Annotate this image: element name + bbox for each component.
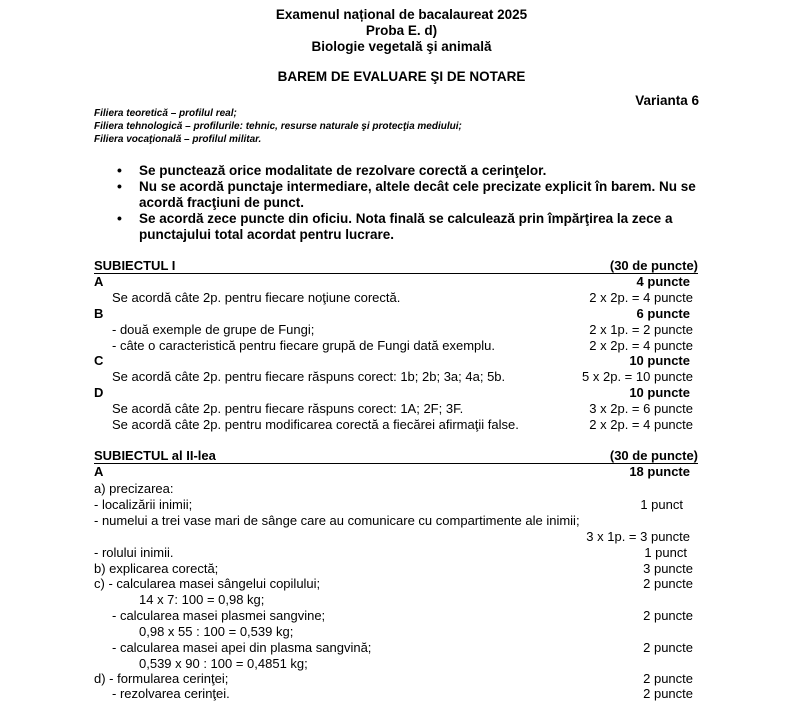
- section-1-title: SUBIECTUL I: [94, 258, 176, 273]
- varianta-label: Varianta 6: [635, 93, 699, 108]
- s2-a-criterion-3: - rolului inimii.: [94, 545, 174, 560]
- s2-c-criterion-2: - calcularea masei plasmei sangvine;: [112, 608, 326, 623]
- section-2-points: (30 de puncte): [609, 448, 698, 463]
- s2-a-score-1: 1 punct: [640, 497, 683, 512]
- s2-a-score-2: 3 x 1p. = 3 puncte: [586, 529, 690, 544]
- exam-subject: Biologie vegetală şi animală: [311, 39, 492, 54]
- s2-d-score-2: 2 puncte: [643, 686, 693, 701]
- item-d-total: 10 puncte: [629, 385, 690, 400]
- exam-proba: Proba E. d): [365, 23, 438, 38]
- exam-title: Examenul național de bacalaureat 2025: [275, 7, 528, 22]
- s2-a-criterion-2: - numelui a trei vase mari de sânge care au comunicare cu compartimente ale inimii;: [94, 513, 580, 528]
- filiera-tehnologica: Filiera tehnologică – profilurile: tehnic, resurse naturale şi protecţia mediului;: [94, 121, 462, 132]
- s2-c-score-1: 2 puncte: [643, 576, 693, 591]
- rule-bullet-2: Nu se acordă punctaje intermediare, altele decât cele precizate explicit în barem. Nu se acordă fracţiuni de punct.: [139, 179, 696, 210]
- rule-bullet-3: Se acordă zece puncte din oficiu. Nota finală se calculează prin împărţirea la zece a punctajului total acordat pentru lucrare.: [139, 211, 673, 242]
- s2-item-letter-a: A: [94, 464, 104, 479]
- filiera-teoretica: Filiera teoretică – profilul real;: [94, 108, 237, 119]
- s2-c-criterion-3: - calcularea masei apei din plasma sangvină;: [112, 640, 372, 655]
- section-2-divider: [94, 463, 698, 464]
- item-d-score-2: 2 x 2p. = 4 puncte: [589, 417, 693, 432]
- s2-c-calculation-2: 0,98 x 55 : 100 = 0,539 kg;: [139, 624, 294, 639]
- item-d-score-1: 3 x 2p. = 6 puncte: [589, 401, 693, 416]
- item-letter-c: C: [94, 353, 104, 368]
- bullet-icon: •: [117, 178, 122, 194]
- s2-a-intro: a) precizarea:: [94, 481, 174, 496]
- s2-c-score-3: 2 puncte: [643, 640, 693, 655]
- document-title: BAREM DE EVALUARE ŞI DE NOTARE: [277, 69, 526, 84]
- s2-d-score-1: 2 puncte: [643, 671, 693, 686]
- item-a-score: 2 x 2p. = 4 puncte: [589, 290, 693, 305]
- item-d-criterion-2: Se acordă câte 2p. pentru modificarea corectă a fiecărei afirmaţii false.: [112, 417, 519, 432]
- item-letter-d: D: [94, 385, 104, 400]
- rule-bullet-1: Se punctează orice modalitate de rezolvare corectă a cerinţelor.: [139, 163, 547, 178]
- item-b-score-2: 2 x 2p. = 4 puncte: [589, 338, 693, 353]
- item-b-score-1: 2 x 1p. = 2 puncte: [589, 322, 693, 337]
- item-b-total: 6 puncte: [636, 306, 690, 321]
- item-c-total: 10 puncte: [629, 353, 690, 368]
- filiera-vocationala: Filiera vocaţională – profilul militar.: [94, 134, 262, 145]
- item-letter-a: A: [94, 274, 104, 289]
- item-letter-b: B: [94, 306, 104, 321]
- item-b-criterion-2: - câte o caracteristică pentru fiecare grupă de Fungi dată exemplu.: [112, 338, 495, 353]
- item-c-score: 5 x 2p. = 10 puncte: [582, 369, 693, 384]
- item-a-criterion: Se acordă câte 2p. pentru fiecare noţiune corectă.: [112, 290, 401, 305]
- bullet-icon: •: [117, 162, 122, 178]
- s2-c-criterion-1: c) - calcularea masei sângelui copilului;: [94, 576, 321, 591]
- s2-item-a-total: 18 puncte: [629, 464, 690, 479]
- s2-c-calculation-1: 14 x 7: 100 = 0,98 kg;: [139, 592, 265, 607]
- item-a-total: 4 puncte: [636, 274, 690, 289]
- bullet-icon: •: [117, 210, 122, 226]
- s2-a-criterion-1: - localizării inimii;: [94, 497, 193, 512]
- item-c-criterion: Se acordă câte 2p. pentru fiecare răspuns corect: 1b; 2b; 3a; 4a; 5b.: [112, 369, 506, 384]
- section-1-divider: [94, 273, 698, 274]
- s2-c-score-2: 2 puncte: [643, 608, 693, 623]
- s2-d-criterion-2: - rezolvarea cerinţei.: [112, 686, 230, 701]
- item-b-criterion-1: - două exemple de grupe de Fungi;: [112, 322, 315, 337]
- s2-a-score-3: 1 punct: [644, 545, 687, 560]
- s2-c-calculation-3: 0,539 x 90 : 100 = 0,4851 kg;: [139, 656, 308, 671]
- item-d-criterion-1: Se acordă câte 2p. pentru fiecare răspuns corect: 1A; 2F; 3F.: [112, 401, 464, 416]
- section-1-points: (30 de puncte): [609, 258, 698, 273]
- s2-b-score: 3 puncte: [643, 561, 693, 576]
- section-2-title: SUBIECTUL al II-lea: [94, 448, 216, 463]
- s2-b-criterion: b) explicarea corectă;: [94, 561, 219, 576]
- s2-d-criterion-1: d) - formularea cerinţei;: [94, 671, 229, 686]
